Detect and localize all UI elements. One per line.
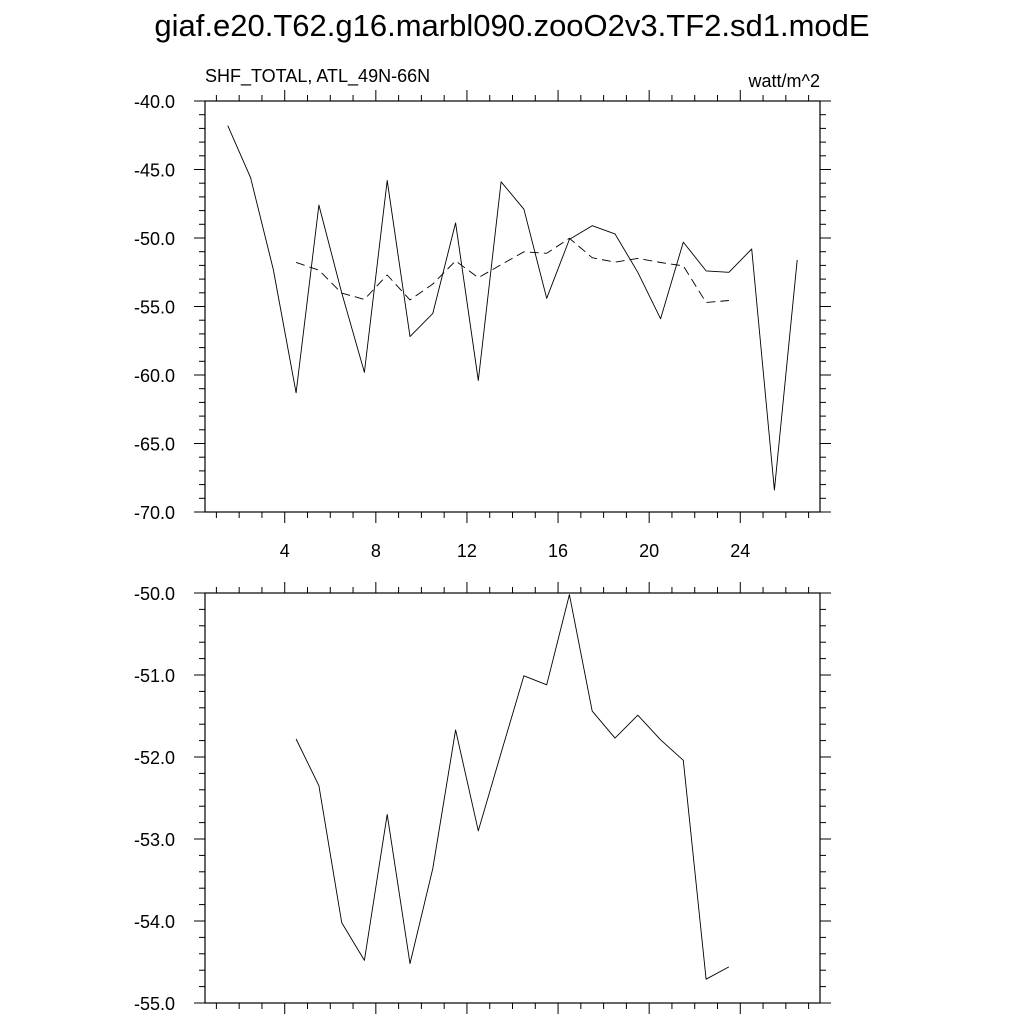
y-tick-label: -70.0: [133, 503, 175, 523]
units-label: watt/m^2: [748, 71, 820, 91]
series-line-dashed: [296, 238, 729, 302]
y-tick-label: -55.0: [133, 994, 175, 1014]
chart-title: giaf.e20.T62.g16.marbl090.zooO2v3.TF2.sd1.modE: [154, 8, 870, 43]
y-tick-label: -60.0: [133, 366, 175, 386]
series-line-solid: [228, 126, 797, 490]
y-tick-label: -53.0: [133, 830, 175, 850]
y-tick-label: -52.0: [133, 748, 175, 768]
y-tick-label: -55.0: [133, 297, 175, 318]
y-tick-label: -54.0: [133, 912, 175, 932]
x-tick-label: 24: [730, 541, 751, 561]
x-tick-label: 8: [370, 541, 381, 561]
panel-left-label: SHF_TOTAL, ATL_49N-66N: [205, 66, 431, 86]
y-tick-label: -40.0: [133, 92, 175, 112]
y-tick-label: -50.0: [133, 584, 175, 604]
x-tick-label: 4: [279, 541, 290, 561]
y-tick-label: -45.0: [133, 160, 175, 181]
y-tick-label: -50.0: [133, 229, 175, 249]
y-tick-label: -65.0: [133, 434, 175, 455]
panel-bottom: [134, 582, 831, 1014]
y-tick-label: -51.0: [133, 666, 175, 686]
panel-top: [134, 66, 831, 561]
x-tick-label: 20: [639, 541, 660, 561]
plot-frame: [205, 593, 820, 1003]
plot-frame: [205, 101, 820, 512]
x-tick-label: 12: [456, 541, 477, 561]
series-line-solid: [296, 595, 729, 980]
x-tick-label: 16: [548, 541, 569, 561]
